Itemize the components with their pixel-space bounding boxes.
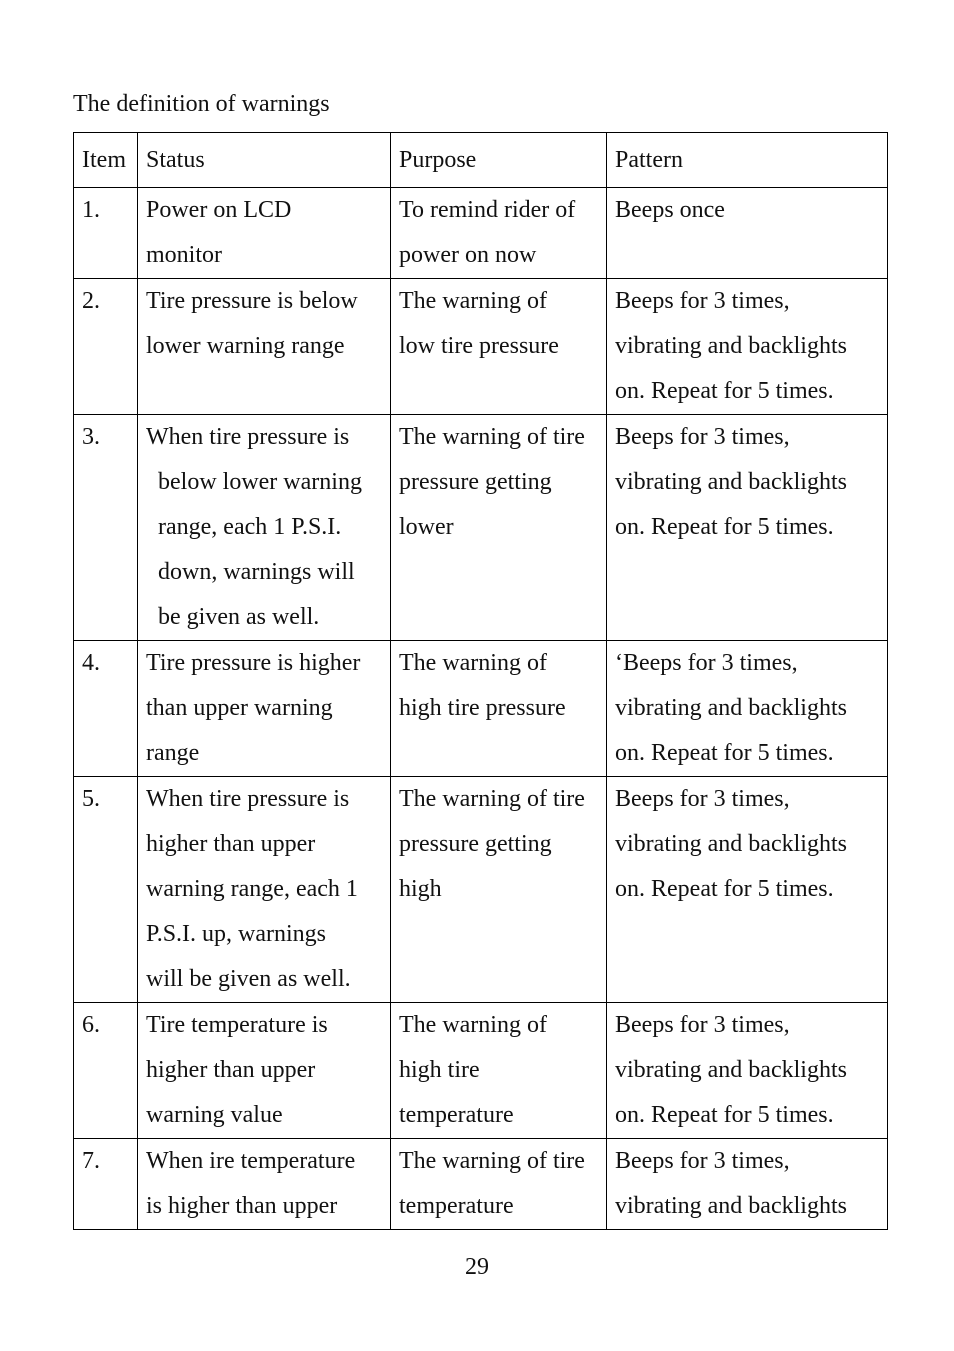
pattern-text: Beeps for 3 times, vibrating and backlights on. Repeat for 5 times.	[615, 1012, 847, 1128]
status-text: When tire pressure is below lower warning range, each 1 P.S.I. down, warnings will be given as well.	[146, 424, 362, 630]
purpose-text: The warning of low tire pressure	[399, 288, 559, 359]
status-cell	[138, 415, 391, 641]
item-cell	[74, 279, 138, 415]
purpose-cell	[391, 188, 607, 279]
purpose-text: The warning of tire temperature	[399, 1148, 585, 1219]
table-row	[74, 188, 888, 279]
item-number: 5.	[82, 786, 100, 812]
pattern-text: Beeps for 3 times, vibrating and backlights on. Repeat for 5 times.	[615, 424, 847, 540]
purpose-text: The warning of tire pressure getting high	[399, 786, 585, 902]
header-item: Item	[74, 133, 138, 188]
table-row	[74, 641, 888, 777]
pattern-cell	[607, 777, 888, 1003]
page-number: 29	[465, 1254, 489, 1280]
table-header-row	[74, 133, 888, 188]
purpose-text: The warning of high tire temperature	[399, 1012, 547, 1128]
purpose-text: The warning of high tire pressure	[399, 650, 566, 721]
purpose-cell	[391, 777, 607, 1003]
table-row	[74, 415, 888, 641]
status-cell	[138, 1139, 391, 1230]
purpose-cell	[391, 279, 607, 415]
pattern-text: Beeps for 3 times, vibrating and backlights on. Repeat for 5 times.	[615, 786, 847, 902]
status-cell	[138, 641, 391, 777]
table-row	[74, 1139, 888, 1230]
status-text: When ire temperature is higher than upper	[146, 1148, 356, 1219]
pattern-cell	[607, 1139, 888, 1230]
header-status: Status	[138, 133, 391, 188]
purpose-cell	[391, 415, 607, 641]
item-number: 4.	[82, 650, 100, 676]
pattern-cell	[607, 1003, 888, 1139]
header-purpose: Purpose	[391, 133, 607, 188]
pattern-cell	[607, 279, 888, 415]
item-cell	[74, 188, 138, 279]
status-text: When tire pressure is higher than upper warning range, each 1 P.S.I. up, warnings will be given as well.	[146, 786, 358, 992]
purpose-cell	[391, 641, 607, 777]
pattern-cell	[607, 188, 888, 279]
table-row	[74, 777, 888, 1003]
purpose-text: To remind rider of power on now	[399, 197, 576, 268]
pattern-text: ‘Beeps for 3 times, vibrating and backlights on. Repeat for 5 times.	[615, 650, 847, 766]
status-cell	[138, 188, 391, 279]
status-cell	[138, 1003, 391, 1139]
purpose-cell	[391, 1139, 607, 1230]
purpose-text: The warning of tire pressure getting lower	[399, 424, 585, 540]
item-cell	[74, 1139, 138, 1230]
status-cell	[138, 777, 391, 1003]
item-cell	[74, 1003, 138, 1139]
table-row	[74, 1003, 888, 1139]
item-number: 1.	[82, 197, 100, 223]
pattern-cell	[607, 415, 888, 641]
status-text: Tire temperature is higher than upper warning value	[146, 1012, 328, 1128]
page-title: The definition of warnings	[73, 91, 330, 117]
pattern-text: Beeps for 3 times, vibrating and backlights on. Repeat for 5 times.	[615, 288, 847, 404]
pattern-cell	[607, 641, 888, 777]
pattern-text: Beeps once	[615, 197, 725, 223]
item-number: 7.	[82, 1148, 100, 1174]
item-number: 2.	[82, 288, 100, 314]
warnings-table	[73, 132, 888, 1230]
table-row	[74, 279, 888, 415]
item-cell	[74, 415, 138, 641]
status-text: Power on LCD monitor	[146, 197, 292, 268]
status-text: Tire pressure is higher than upper warning range	[146, 650, 361, 766]
header-pattern: Pattern	[607, 133, 888, 188]
purpose-cell	[391, 1003, 607, 1139]
status-text: Tire pressure is below lower warning range	[146, 288, 358, 359]
status-cell	[138, 279, 391, 415]
item-number: 3.	[82, 424, 100, 450]
pattern-text: Beeps for 3 times, vibrating and backlights	[615, 1148, 847, 1219]
item-cell	[74, 777, 138, 1003]
item-number: 6.	[82, 1012, 100, 1038]
item-cell	[74, 641, 138, 777]
